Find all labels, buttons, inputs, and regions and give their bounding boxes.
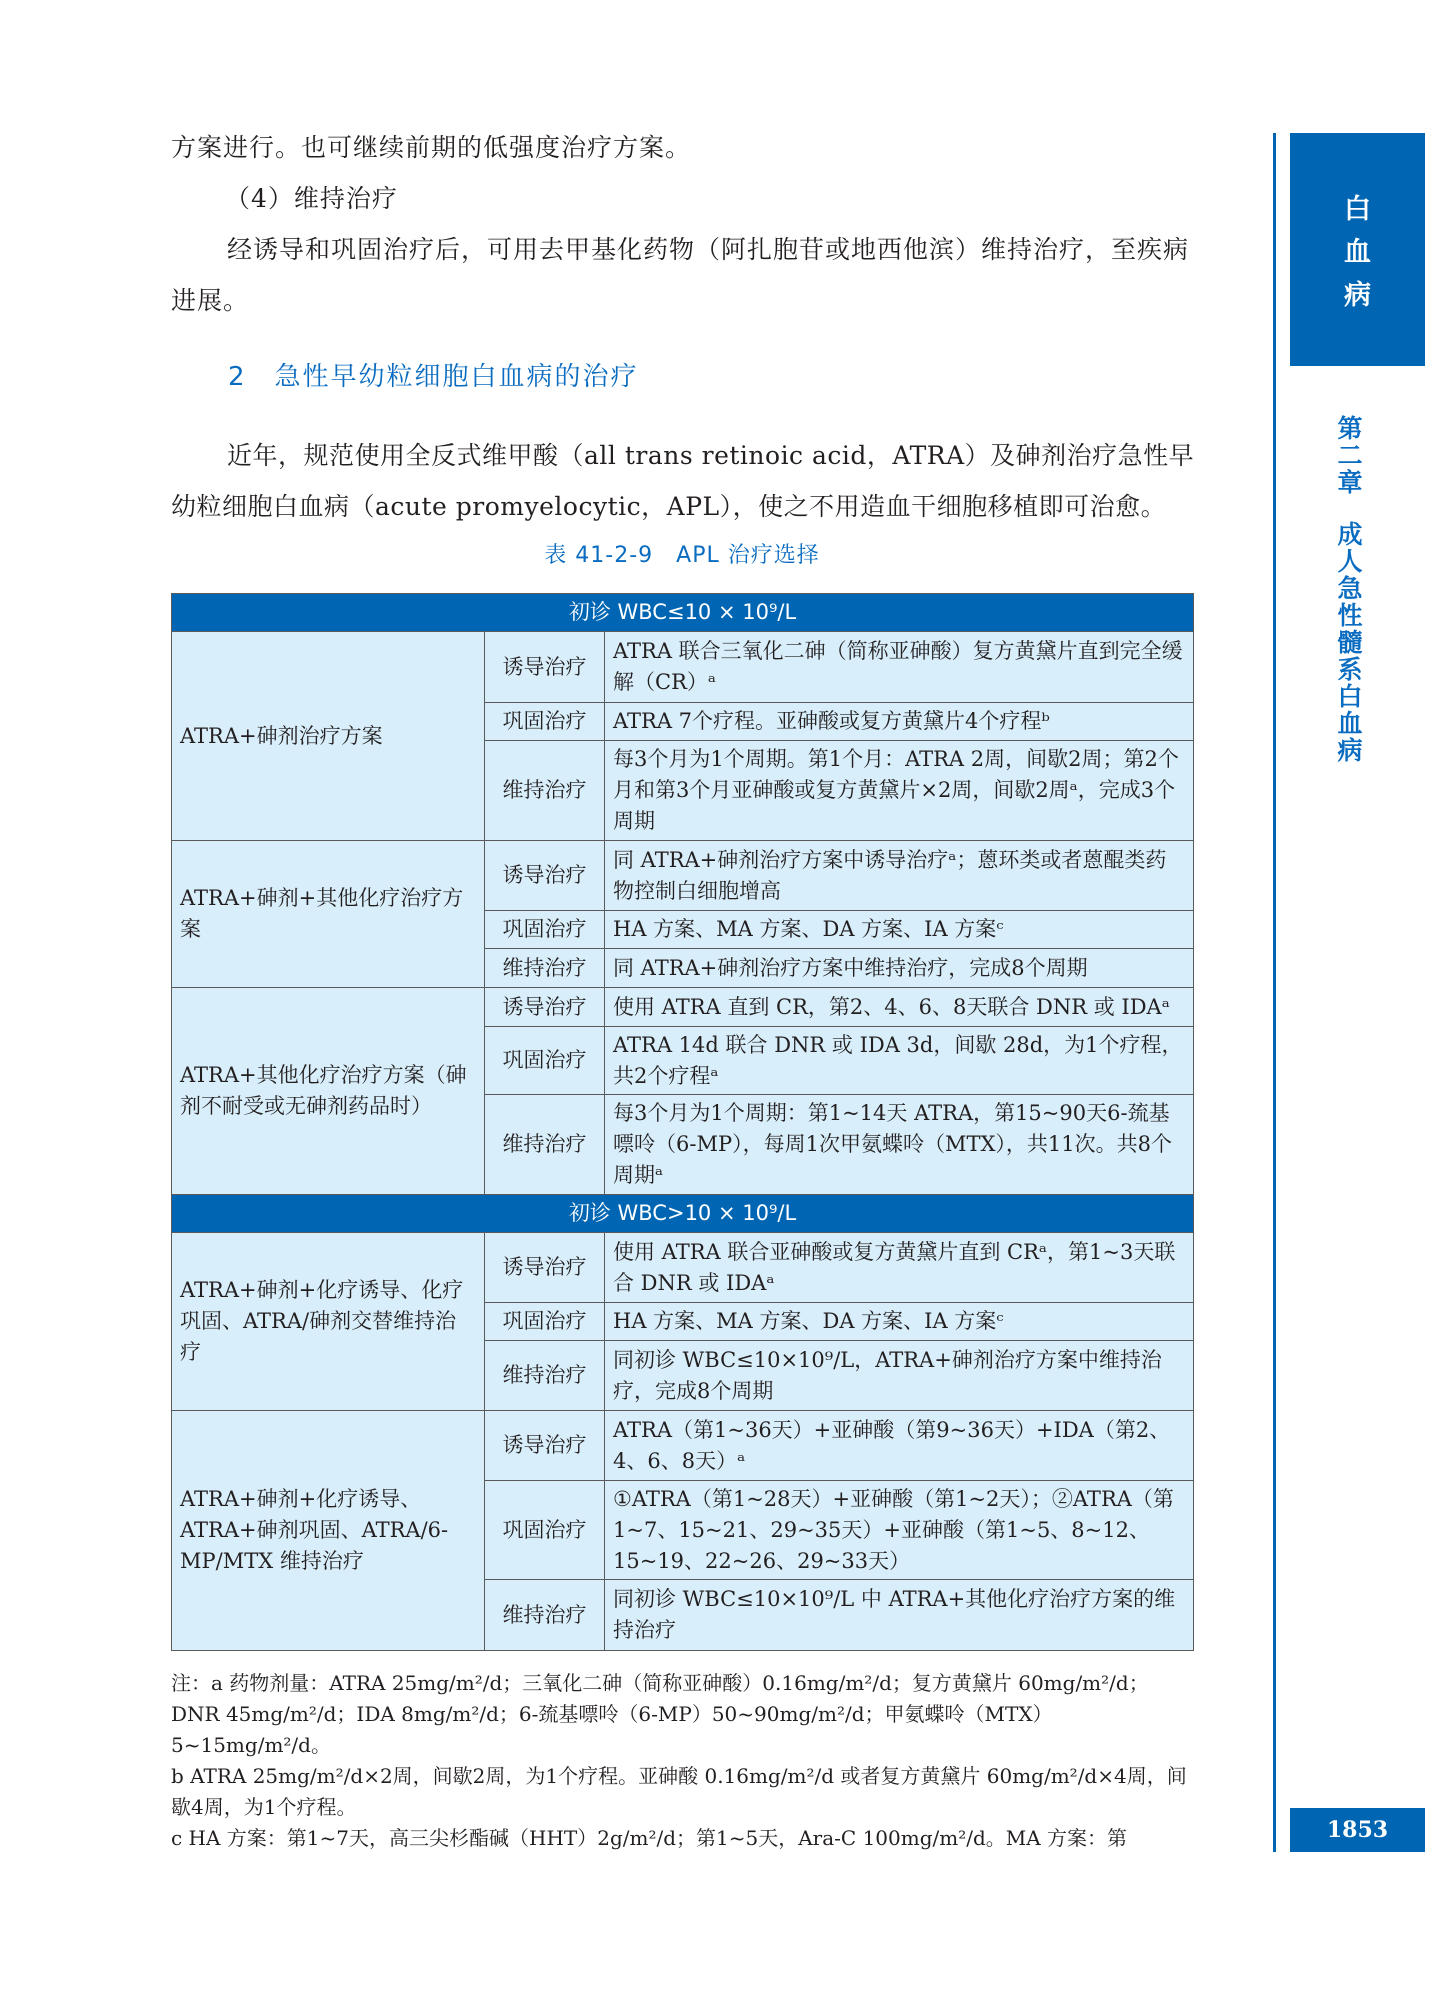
detail-cell: HA 方案、MA 方案、DA 方案、IA 方案ᶜ: [605, 1303, 1194, 1341]
table-row: [172, 1411, 1194, 1481]
section-title: 急性早幼粒细胞白血病的治疗: [274, 362, 639, 392]
phase-cell: 维持治疗: [485, 1341, 605, 1411]
scheme-cell: ATRA+砷剂+化疗诱导、化疗巩固、ATRA/砷剂交替维持治疗: [172, 1233, 485, 1411]
section-header: 初诊 WBC>10 × 10⁹/L: [172, 1195, 1194, 1233]
detail-cell: 每3个月为1个周期：第1~14天 ATRA，第15~90天6-巯基嘌呤（6-MP），每周1次甲氨蝶呤（MTX），共11次。共8个周期ᵃ: [605, 1095, 1194, 1195]
chapter-name: 成人急性髓系白血病: [1337, 520, 1363, 765]
phase-cell: 巩固治疗: [485, 1303, 605, 1341]
scheme-cell: ATRA+砷剂+其他化疗治疗方案: [172, 841, 485, 988]
note-c: c HA 方案：第1~7天，高三尖杉酯碱（HHT）2g/m²/d；第1~5天，Ara-C 100mg/m²/d。MA 方案：第: [171, 1826, 1128, 1850]
paragraph-continuation: 方案进行。也可继续前期的低强度治疗方案。: [171, 133, 692, 162]
chapter-title-vertical: [1330, 415, 1370, 764]
phase-cell: 巩固治疗: [485, 1481, 605, 1580]
phase-cell: 巩固治疗: [485, 703, 605, 741]
paragraph-maintenance: 经诱导和巩固治疗后，可用去甲基化药物（阿扎胞苷或地西他滨）维持治疗，至疾病进展。: [171, 235, 1190, 315]
note-b: b ATRA 25mg/m²/d×2周，间歇2周，为1个疗程。亚砷酸 0.16mg/m²/d 或者复方黄黛片 60mg/m²/d×4周，间歇4周，为1个疗程。: [171, 1764, 1187, 1819]
section-number: 2: [228, 362, 247, 392]
table-row: [172, 632, 1194, 703]
detail-cell: ATRA（第1~36天）+亚砷酸（第9~36天）+IDA（第2、4、6、8天）ᵃ: [605, 1411, 1194, 1481]
detail-cell: 使用 ATRA 联合亚砷酸或复方黄黛片直到 CRᵃ，第1~3天联合 DNR 或 IDAᵃ: [605, 1233, 1194, 1303]
table-caption: 表 41-2-9 APL 治疗选择: [544, 543, 820, 568]
subheading-maintenance: （4）维持治疗: [225, 184, 398, 213]
detail-cell: 使用 ATRA 直到 CR，第2、4、6、8天联合 DNR 或 IDAᵃ: [605, 988, 1194, 1027]
section-heading: [229, 356, 639, 393]
detail-cell: 同初诊 WBC≤10×10⁹/L 中 ATRA+其他化疗治疗方案的维持治疗: [605, 1580, 1194, 1651]
phase-cell: 诱导治疗: [485, 841, 605, 911]
table-row: [172, 988, 1194, 1027]
scheme-cell: ATRA+其他化疗治疗方案（砷剂不耐受或无砷剂药品时）: [172, 988, 485, 1195]
phase-cell: 诱导治疗: [485, 1233, 605, 1303]
phase-cell: 维持治疗: [485, 741, 605, 841]
phase-cell: 维持治疗: [485, 1095, 605, 1195]
table-notes: [171, 1668, 1196, 1854]
phase-cell: 巩固治疗: [485, 1027, 605, 1095]
note-a: 注：a 药物剂量：ATRA 25mg/m²/d；三氧化二砷（简称亚砷酸）0.16mg/m²/d；复方黄黛片 60mg/m²/d；DNR 45mg/m²/d；IDA 8mg/m²/d；6-巯基嘌呤（6-MP）50~90mg/m²/d；甲氨蝶呤（MTX）5~15mg/m²/d。: [171, 1671, 1149, 1757]
detail-cell: HA 方案、MA 方案、DA 方案、IA 方案ᶜ: [605, 911, 1194, 949]
phase-cell: 诱导治疗: [485, 632, 605, 703]
phase-cell: 诱导治疗: [485, 1411, 605, 1481]
table-row: [172, 1233, 1194, 1303]
section-header-row: [172, 1195, 1194, 1233]
scheme-cell: ATRA+砷剂治疗方案: [172, 632, 485, 841]
detail-cell: 同初诊 WBC≤10×10⁹/L，ATRA+砷剂治疗方案中维持治疗，完成8个周期: [605, 1341, 1194, 1411]
paragraph-apl-intro: 近年，规范使用全反式维甲酸（all trans retinoic acid，ATRA）及砷剂治疗急性早幼粒细胞白血病（acute promyelocytic，APL），使之不用造血干细胞移植即可治愈。: [171, 441, 1195, 521]
detail-cell: 同 ATRA+砷剂治疗方案中维持治疗，完成8个周期: [605, 949, 1194, 988]
phase-cell: 巩固治疗: [485, 911, 605, 949]
section-tab-label: 白血病: [1344, 194, 1371, 311]
detail-cell: 同 ATRA+砷剂治疗方案中诱导治疗ᵃ；蒽环类或者蒽醌类药物控制白细胞增高: [605, 841, 1194, 911]
page-number: 1853: [1290, 1808, 1425, 1852]
section-header: 初诊 WBC≤10 × 10⁹/L: [172, 594, 1194, 632]
table-row: [172, 841, 1194, 911]
margin-rule: [1273, 133, 1276, 1852]
phase-cell: 诱导治疗: [485, 988, 605, 1027]
detail-cell: ATRA 联合三氧化二砷（简称亚砷酸）复方黄黛片直到完全缓解（CR）ᵃ: [605, 632, 1194, 703]
chapter-number: 第二章: [1337, 414, 1363, 497]
section-header-row: [172, 594, 1194, 632]
section-tab: [1290, 133, 1425, 366]
phase-cell: 维持治疗: [485, 1580, 605, 1651]
apl-treatment-table: [171, 593, 1194, 1651]
scheme-cell: ATRA+砷剂+化疗诱导、ATRA+砷剂巩固、ATRA/6-MP/MTX 维持治疗: [172, 1411, 485, 1651]
phase-cell: 维持治疗: [485, 949, 605, 988]
detail-cell: 每3个月为1个周期。第1个月：ATRA 2周，间歇2周；第2个月和第3个月亚砷酸或复方黄黛片×2周，间歇2周ᵃ，完成3个周期: [605, 741, 1194, 841]
detail-cell: ATRA 7个疗程。亚砷酸或复方黄黛片4个疗程ᵇ: [605, 703, 1194, 741]
detail-cell: ①ATRA（第1~28天）+亚砷酸（第1~2天）；②ATRA（第1~7、15~21、29~35天）+亚砷酸（第1~5、8~12、15~19、22~26、29~33天）: [605, 1481, 1194, 1580]
detail-cell: ATRA 14d 联合 DNR 或 IDA 3d，间歇 28d，为1个疗程，共2个疗程ᵃ: [605, 1027, 1194, 1095]
